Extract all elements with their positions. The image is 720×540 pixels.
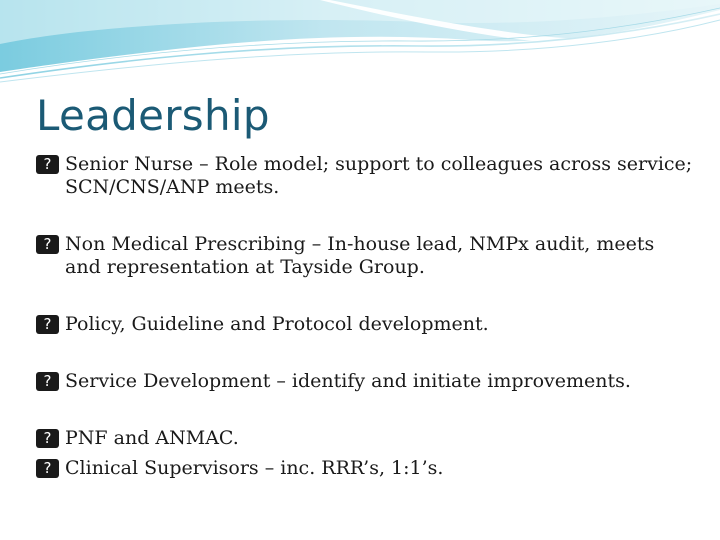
slide-title: Leadership bbox=[36, 91, 270, 140]
bullet-text: Non Medical Prescribing – In-house lead, NMPx audit, meets and representation at Tayside Group. bbox=[65, 233, 655, 278]
bullet-marker-icon: ? bbox=[36, 315, 59, 334]
bullet-marker-icon: ? bbox=[36, 372, 59, 391]
list-item bbox=[36, 427, 696, 450]
bullet-text: PNF and ANMAC. bbox=[65, 427, 239, 449]
list-item bbox=[36, 370, 696, 393]
list-item bbox=[36, 313, 696, 336]
bullet-marker-icon: ? bbox=[36, 235, 59, 254]
header-wave-decoration bbox=[0, 0, 720, 90]
bullet-text: Service Development – identify and initiate improvements. bbox=[65, 370, 631, 392]
bullet-text: Clinical Supervisors – inc. RRR’s, 1:1’s. bbox=[65, 457, 444, 479]
bullet-list bbox=[36, 153, 696, 480]
bullet-text: Senior Nurse – Role model; support to colleagues across service; SCN/CNS/ANP meets. bbox=[65, 153, 693, 198]
bullet-marker-icon: ? bbox=[36, 459, 59, 478]
bullet-marker-icon: ? bbox=[36, 429, 59, 448]
list-item bbox=[36, 233, 696, 279]
list-item bbox=[36, 153, 696, 199]
bullet-text: Policy, Guideline and Protocol development. bbox=[65, 313, 489, 335]
list-item bbox=[36, 457, 696, 480]
bullet-marker-icon: ? bbox=[36, 155, 59, 174]
